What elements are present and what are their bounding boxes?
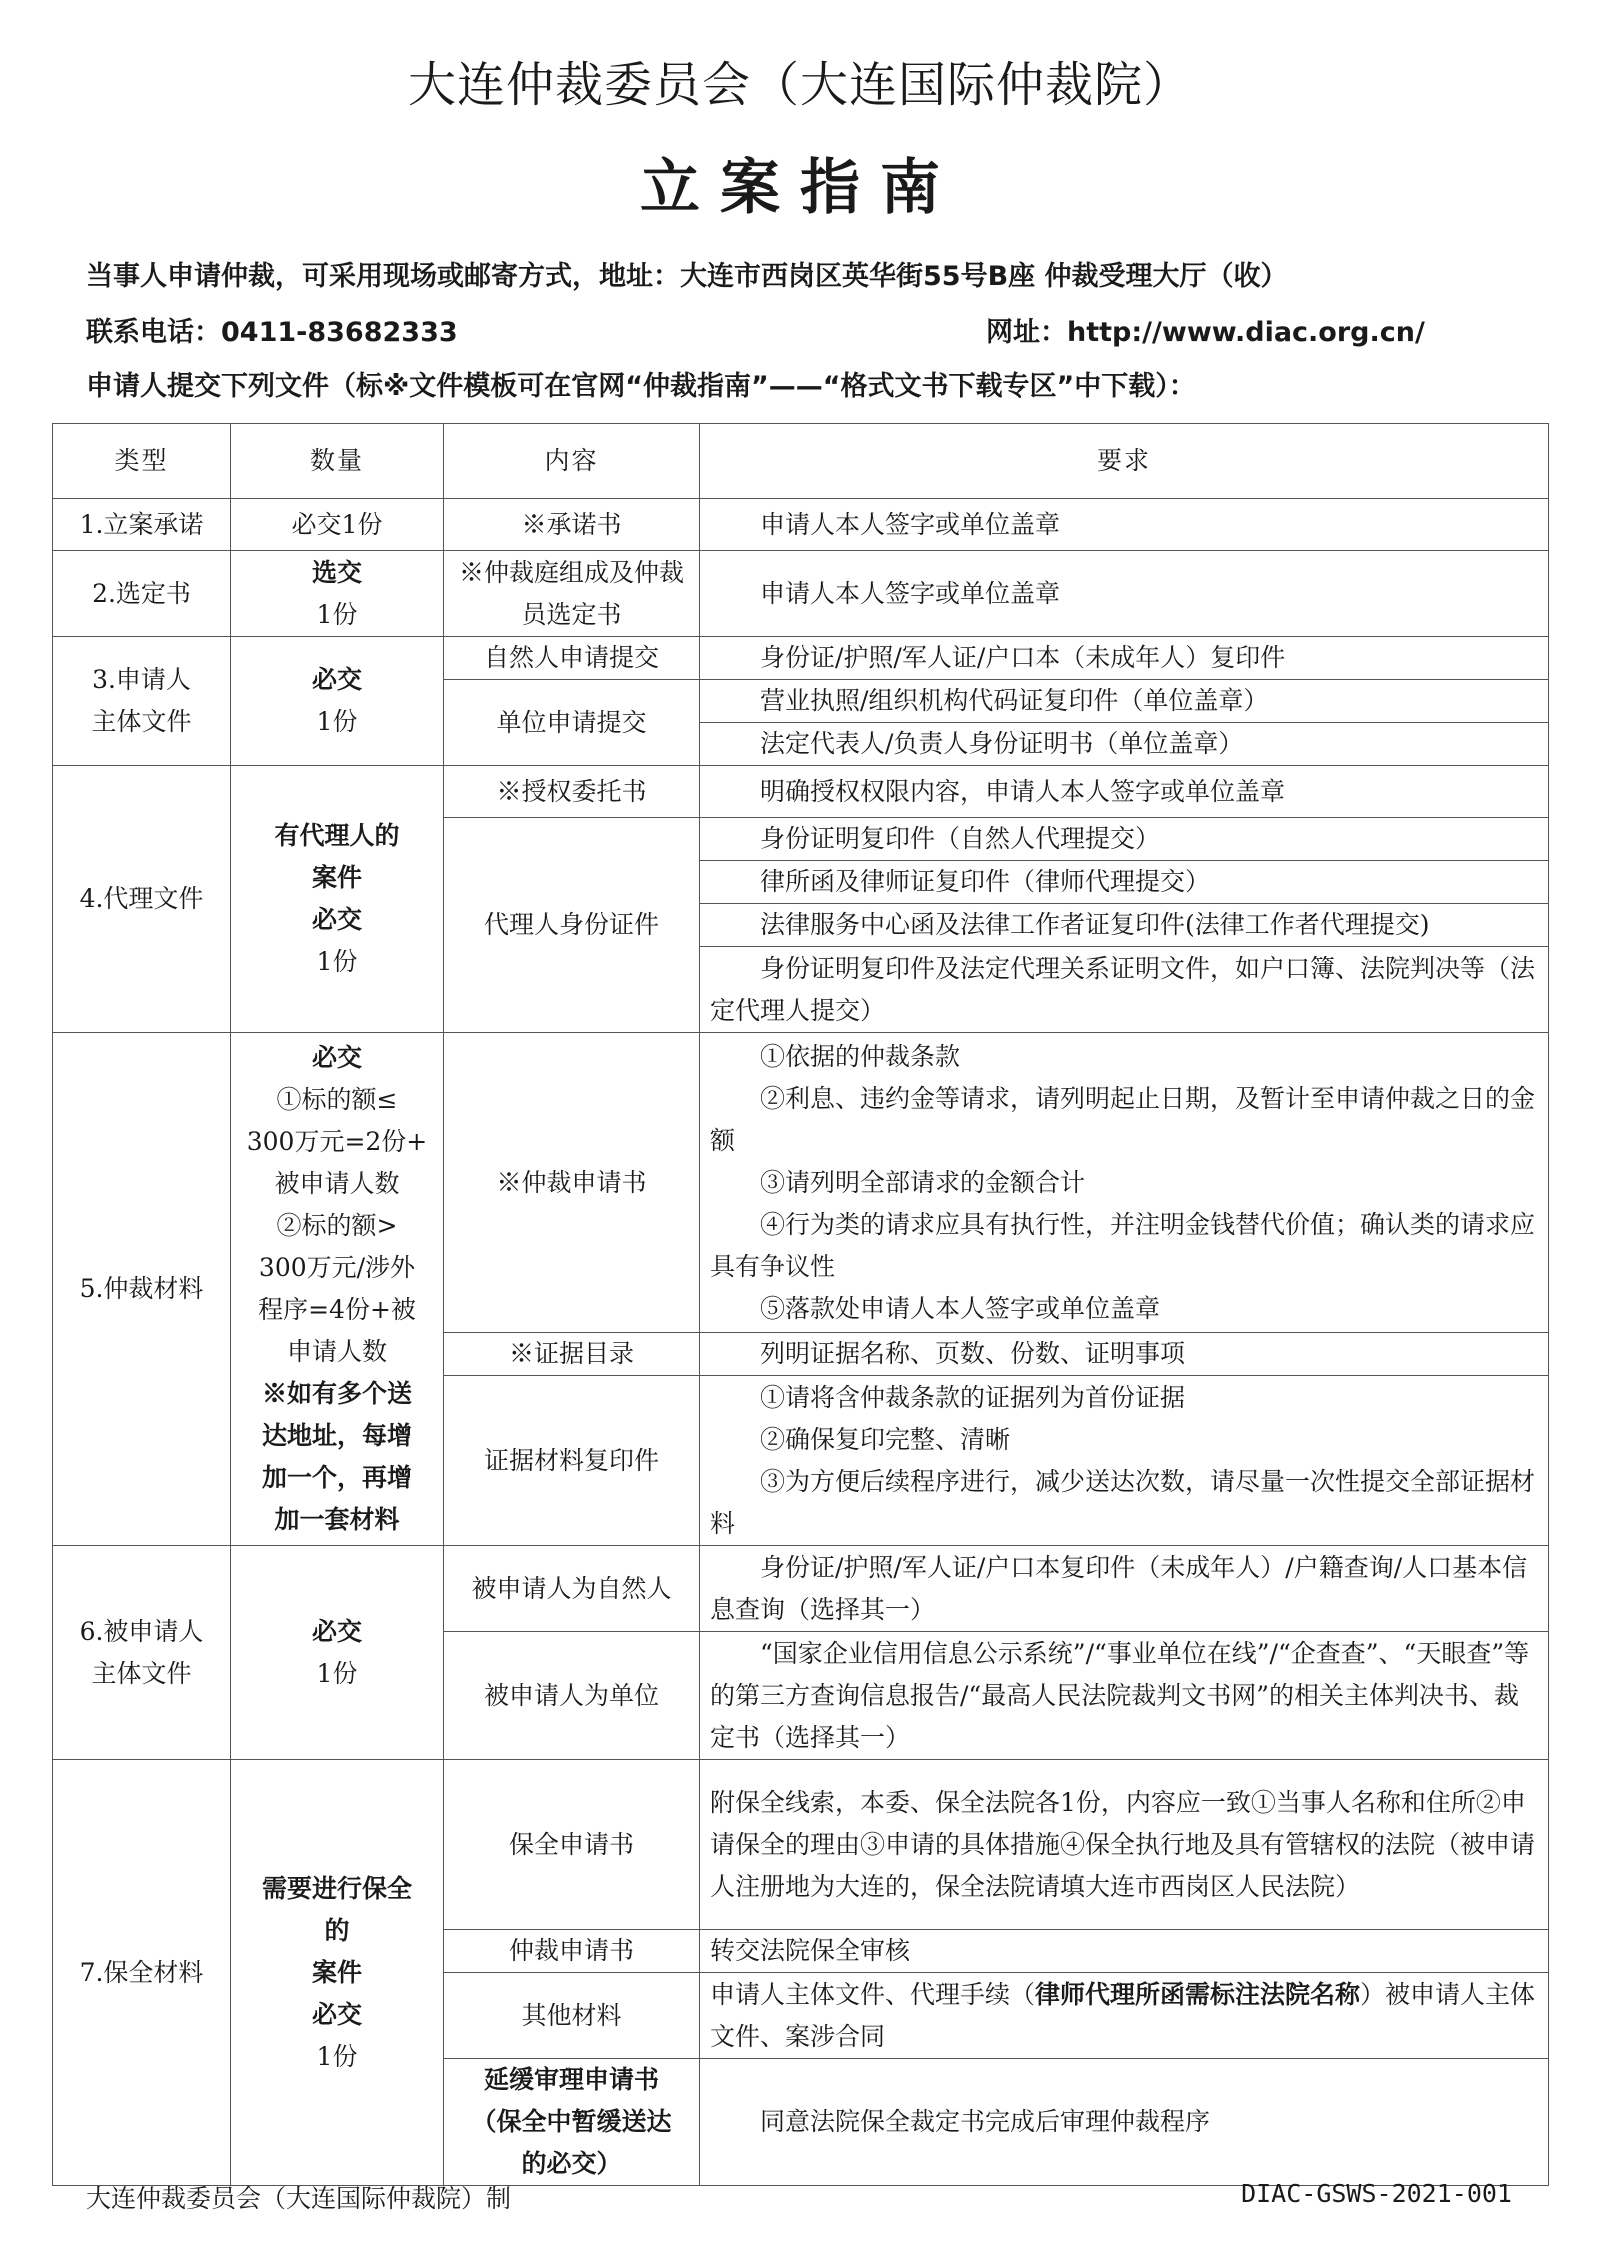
requirement-cell: [700, 1973, 1549, 2059]
requirement-cell: 身份证明复印件及法定代理关系证明文件，如户口簿、法院判决等（法定代理人提交）: [700, 947, 1549, 1033]
section-quantity: [231, 1760, 444, 2186]
content-cell: 单位申请提交: [444, 680, 700, 766]
page-title: 立案指南: [640, 153, 960, 223]
requirement-cell: 身份证明复印件（自然人代理提交）: [700, 818, 1549, 861]
table-row: [53, 1546, 1549, 1632]
section-quantity: [231, 1033, 444, 1546]
content-cell: [444, 2059, 700, 2186]
type-line: 6.被申请人: [79, 1616, 204, 1646]
website-link[interactable]: 网址：http://www.diac.org.cn/: [986, 317, 1425, 348]
content-cell: 仲裁申请书: [444, 1930, 700, 1973]
requirement-cell: 列明证据名称、页数、份数、证明事项: [700, 1333, 1549, 1376]
section-type: [53, 637, 231, 766]
content-line: （保全中暂缓送达: [471, 2107, 672, 2136]
table-row: [53, 551, 1549, 637]
section-type: 1.立案承诺: [53, 499, 231, 551]
quantity-line: 达地址，每增: [261, 1421, 412, 1450]
requirement-cell: 同意法院保全裁定书完成后审理仲裁程序: [700, 2059, 1549, 2186]
quantity-line: 申请人数: [286, 1337, 387, 1366]
quantity-line: 必交: [311, 1043, 362, 1072]
requirement-emphasis: 律师代理所函需标注法院名称: [1035, 1979, 1361, 2009]
requirement-line: ①依据的仲裁条款: [760, 1041, 961, 1071]
section-quantity: [231, 1546, 444, 1760]
header-requirement: 要求: [700, 424, 1549, 499]
requirement-line: ⑤落款处申请人本人签字或单位盖章: [760, 1293, 1161, 1323]
table-row: [53, 766, 1549, 818]
section-quantity: [231, 551, 444, 637]
requirement-cell: 身份证/护照/军人证/户口本（未成年人）复印件: [700, 637, 1549, 680]
content-cell: ※仲裁申请书: [444, 1033, 700, 1333]
header-type: 类型: [53, 424, 231, 499]
requirement-cell: 律所函及律师证复印件（律师代理提交）: [700, 861, 1549, 904]
content-cell: 代理人身份证件: [444, 818, 700, 1033]
table-row: [53, 499, 1549, 551]
content-cell: 保全申请书: [444, 1760, 700, 1930]
content-cell: ※授权委托书: [444, 766, 700, 818]
requirement-cell: 附保全线索，本委、保全法院各1份，内容应一致①当事人名称和住所②申请保全的理由③申请的具体措施④保全执行地及具有管辖权的法院（被申请人注册地为大连的，保全法院请填大连市西岗区人民法院）: [700, 1760, 1549, 1930]
quantity-line: 必交: [311, 665, 362, 694]
section-type: 4.代理文件: [53, 766, 231, 1033]
type-line: 主体文件: [91, 1658, 192, 1688]
quantity-line: 有代理人的: [274, 821, 400, 850]
content-cell: ※证据目录: [444, 1333, 700, 1376]
content-line: 延缓审理申请书: [483, 2065, 659, 2094]
requirement-cell: 营业执照/组织机构代码证复印件（单位盖章）: [700, 680, 1549, 723]
quantity-line: 加一套材料: [274, 1505, 400, 1534]
quantity-line: ①标的额≤: [276, 1085, 398, 1114]
quantity-line: 1份: [316, 1658, 358, 1688]
quantity-line: 300万元=2份+: [246, 1127, 428, 1156]
requirement-cell: 法律服务中心函及法律工作者证复印件(法律工作者代理提交): [700, 904, 1549, 947]
requirement-line: ②利息、违约金等请求，请列明起止日期，及暂计至申请仲裁之日的金额: [710, 1083, 1536, 1155]
table-row: [53, 637, 1549, 680]
section-quantity: [231, 766, 444, 1033]
requirement-line: ③为方便后续程序进行，减少送达次数，请尽量一次性提交全部证据材料: [710, 1466, 1536, 1538]
requirement-cell: 法定代表人/负责人身份证明书（单位盖章）: [700, 723, 1549, 766]
section-type: 5.仲裁材料: [53, 1033, 231, 1546]
quantity-line: 案件: [311, 863, 362, 892]
content-cell: ※承诺书: [444, 499, 700, 551]
quantity-line: 必交: [311, 905, 362, 934]
requirement-cell: 申请人本人签字或单位盖章: [700, 551, 1549, 637]
requirement-line: ④行为类的请求应具有执行性，并注明金钱替代价值；确认类的请求应具有争议性: [710, 1209, 1536, 1281]
quantity-line: 300万元/涉外: [258, 1253, 416, 1282]
filing-guide-table: [52, 423, 1549, 2186]
quantity-line: 1份: [316, 599, 358, 629]
content-line: 的必交）: [521, 2149, 622, 2178]
section-type: [53, 1546, 231, 1760]
type-line: 3.申请人: [92, 665, 191, 694]
section-type: 7.保全材料: [53, 1760, 231, 2186]
quantity-line: 选交: [311, 557, 362, 587]
quantity-line: 的: [324, 1915, 350, 1945]
requirement-cell: “国家企业信用信息公示系统”/“事业单位在线”/“企查查”、“天眼查”等的第三方查询信息报告/“最高人民法院裁判文书网”的相关主体判决书、裁定书（选择其一）: [700, 1632, 1549, 1760]
phone-number: 联系电话：0411-83682333: [86, 317, 458, 348]
quantity-line: 程序=4份+被: [258, 1295, 416, 1324]
content-cell: 其他材料: [444, 1973, 700, 2059]
quantity-line: 必交: [311, 1616, 362, 1646]
content-cell: 被申请人为单位: [444, 1632, 700, 1760]
quantity-line: 1份: [316, 2041, 358, 2071]
organization-name: 大连仲裁委员会（大连国际仲裁院）: [407, 57, 1192, 113]
requirement-line: ③请列明全部请求的金额合计: [760, 1167, 1086, 1197]
quantity-line: 加一个，再增: [261, 1463, 412, 1492]
quantity-line: 被申请人数: [274, 1169, 400, 1198]
footer-issuer: 大连仲裁委员会（大连国际仲裁院）制: [86, 2184, 512, 2213]
table-header-row: [53, 424, 1549, 499]
requirement-cell: 转交法院保全审核: [700, 1930, 1549, 1973]
table-row: [53, 1760, 1549, 1930]
requirement-line: ②确保复印完整、清晰: [760, 1424, 1011, 1454]
intro-contact-line: [86, 310, 1506, 349]
type-line: 主体文件: [91, 707, 192, 736]
requirement-text: ）被申请人主体文件、案涉合同: [710, 1979, 1536, 2051]
quantity-line: 需要进行保全: [261, 1873, 412, 1903]
quantity-line: 案件: [311, 1957, 362, 1987]
content-cell: ※仲裁庭组成及仲裁员选定书: [444, 551, 700, 637]
section-type: 2.选定书: [53, 551, 231, 637]
requirement-line: ①请将含仲裁条款的证据列为首份证据: [760, 1382, 1186, 1412]
requirement-cell: [700, 1376, 1549, 1546]
content-cell: 自然人申请提交: [444, 637, 700, 680]
section-quantity: [231, 637, 444, 766]
table-row: [53, 1033, 1549, 1333]
content-cell: 证据材料复印件: [444, 1376, 700, 1546]
intro-documents-note: 申请人提交下列文件（标※文件模板可在官网“仲裁指南”——“格式文书下载专区”中下载）：: [86, 371, 1196, 402]
requirement-cell: 申请人本人签字或单位盖章: [700, 499, 1549, 551]
header-content: 内容: [444, 424, 700, 499]
requirement-cell: 明确授权权限内容，申请人本人签字或单位盖章: [700, 766, 1549, 818]
section-quantity: 必交1份: [231, 499, 444, 551]
quantity-line: 1份: [316, 707, 358, 736]
requirement-cell: [700, 1033, 1549, 1333]
requirement-text: 申请人主体文件、代理手续（: [710, 1979, 1036, 2009]
intro-address: 当事人申请仲裁，可采用现场或邮寄方式，地址：大连市西岗区英华街55号B座 仲裁受理大厅（收）: [86, 261, 1288, 292]
quantity-line: ※如有多个送: [261, 1379, 412, 1408]
content-cell: 被申请人为自然人: [444, 1546, 700, 1632]
quantity-line: 必交: [311, 1999, 362, 2029]
requirement-cell: 身份证/护照/军人证/户口本复印件（未成年人）/户籍查询/人口基本信息查询（选择其一）: [700, 1546, 1549, 1632]
document-code: DIAC-GSWS-2021-001: [1241, 2179, 1512, 2208]
header-quantity: 数量: [231, 424, 444, 499]
quantity-line: ②标的额>: [276, 1211, 398, 1240]
quantity-line: 1份: [316, 947, 358, 976]
